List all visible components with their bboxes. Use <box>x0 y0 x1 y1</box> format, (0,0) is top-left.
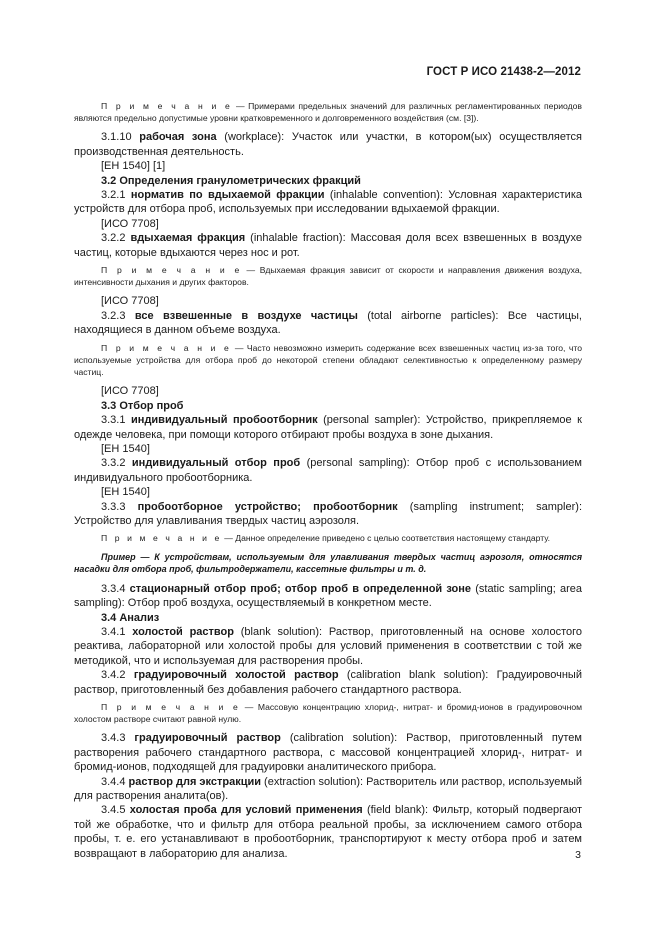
document-body <box>74 96 582 861</box>
source-reference: [ИСО 7708] <box>101 385 159 398</box>
note-text: — Часто невозможно измерить содержание всех взвешенных частиц из-за того, что используемые устройства для отбора проб до некоторой степени обладают селективностью к определенному размеру частиц. <box>74 342 582 378</box>
term-name: рабочая зона <box>139 131 217 144</box>
term-text: (blank solution): Раствор, приготовленный на основе холостого реактива, лабораторной или холостой пробы для условий применения в соответствии с той же методикой, что и используемая для растворения пробы. <box>74 625 582 667</box>
note-paragraph <box>74 342 582 379</box>
term-definition <box>74 668 582 697</box>
term-number: 3.2.1 <box>101 189 126 202</box>
term-text: (extraction solution): Растворитель или раствор, используемый для растворения аналита(ов). <box>74 775 583 803</box>
note-label: П р и м е ч а н и е <box>101 533 222 544</box>
term-name: стационарный отбор проб; отбор проб в определенной зоне <box>129 582 472 595</box>
term-number: 3.4.3 <box>101 732 126 745</box>
term-name: градуировочный холостой раствор <box>133 669 339 682</box>
source-reference: [ИСО 7708] <box>101 295 159 308</box>
term-number: 3.2.3 <box>101 309 126 322</box>
term-definition <box>74 731 582 774</box>
term-definition <box>74 309 582 338</box>
term-text: (personal sampler): Устройство, прикрепляемое к одежде человека, при помощи которого отбирают пробы воздуха в зоне дыхания. <box>74 414 582 441</box>
term-definition <box>74 775 582 804</box>
page-number: 3 <box>575 849 581 861</box>
term-number: 3.1.10 <box>101 131 132 144</box>
source-reference: [ЕН 1540] [1] <box>101 160 166 173</box>
note-text: — Данное определение приведено с целью соответствия настоящему стандарту. <box>221 533 551 544</box>
note-label: П р и м е ч а н и е <box>101 342 232 353</box>
note-paragraph <box>74 100 582 124</box>
term-number: 3.4.5 <box>101 804 126 817</box>
term-number: 3.3.4 <box>101 582 126 595</box>
section-heading: 3.3 Отбор проб <box>101 399 184 412</box>
note-text: — Вдыхаемая фракция зависит от скорости и направления движения воздуха, интенсивности дыхания и других факторов. <box>74 265 582 288</box>
term-number: 3.3.1 <box>101 414 126 427</box>
section-heading: 3.2 Определения гранулометрических фракций <box>101 174 361 187</box>
note-text: — Примерами предельных значений для различных регламентированных периодов являются предельно допустимые уровни кратковременного и долговременного воздействия (см. [3]). <box>74 101 582 124</box>
term-definition <box>74 130 582 159</box>
term-number: 3.4.1 <box>101 625 126 638</box>
term-text: (sampling instrument; sampler): Устройство для улавливания твердых частиц аэрозоля. <box>74 500 582 527</box>
term-name: холостой раствор <box>132 625 234 638</box>
note-paragraph <box>74 532 582 544</box>
term-name: раствор для экстракции <box>128 775 261 788</box>
term-name: пробоотборное устройство; пробоотборник <box>137 500 398 513</box>
page-header: ГОСТ Р ИСО 21438-2—2012 <box>426 66 581 78</box>
note-label: П р и м е ч а н и е <box>101 265 242 276</box>
term-definition <box>74 500 582 529</box>
term-text: (inhalable fraction): Массовая доля всех взвешенных в воздухе частиц, которые вдыхаются через нос и рот. <box>74 232 582 259</box>
term-definition <box>74 625 582 668</box>
term-definition <box>74 582 582 611</box>
term-text: (inhalable convention): Условная характеристика устройств для отбора проб, используемых при исследовании вдыхаемой фракции. <box>74 189 582 216</box>
term-number: 3.4.4 <box>101 775 126 788</box>
term-name: все взвешенные в воздухе частицы <box>134 309 358 322</box>
term-name: норматив по вдыхаемой фракции <box>130 189 325 202</box>
term-number: 3.3.2 <box>101 457 126 470</box>
term-text: (field blank): Фильтр, который подвергают той же обработке, что и фильтр для отбора реальной пробы, за исключением самого отбора пробы, т. е. его устанавливают в пробоотборник, транспортируют к месту отбора проб и затем возвращают в лабораторию для анализа. <box>74 804 582 860</box>
term-text: (personal sampling): Отбор проб с использованием индивидуального пробоотборника. <box>74 457 582 484</box>
term-number: 3.3.3 <box>101 500 126 513</box>
term-name: холостая проба для условий применения <box>129 804 363 817</box>
source-reference: [ЕН 1540] <box>101 486 150 499</box>
section-heading: 3.4 Анализ <box>101 611 160 624</box>
note-paragraph <box>74 264 582 288</box>
note-label: П р и м е ч а н и е <box>101 702 241 712</box>
term-text: (calibration solution): Раствор, приготовленный путем растворения рабочего стандартного раствора, с массовой концентрацией хлорид-, нитрат- и бромид-ионов, подходящей для градуировки аналитического прибора. <box>74 732 582 774</box>
term-definition <box>74 231 582 260</box>
term-definition <box>74 188 582 217</box>
term-definition <box>74 456 582 485</box>
term-number: 3.4.2 <box>101 669 126 682</box>
term-text: (static sampling; area sampling): Отбор проб воздуха, осуществляемый в конкретном месте. <box>74 582 582 610</box>
term-number: 3.2.2 <box>101 232 126 245</box>
note-text: — Массовую концентрацию хлорид-, нитрат- и бромид-ионов в градуировочном холостом растворе считают равной нулю. <box>74 702 583 725</box>
example-paragraph: Пример — К устройствам, используемым для улавливания твердых частиц аэрозоля, относятся насадки для отбора проб, фильтродержатели, кассетные фильтры и т. д. <box>74 551 582 575</box>
note-paragraph <box>74 701 582 725</box>
term-name: градуировочный раствор <box>134 732 281 745</box>
note-label: П р и м е ч а н и е <box>101 101 233 111</box>
term-text: (total airborne particles): Все частицы, находящиеся в данном объеме воздуха. <box>74 309 582 337</box>
term-name: индивидуальный отбор проб <box>131 457 301 470</box>
source-reference: [ЕН 1540] <box>101 442 150 455</box>
term-definition <box>74 413 582 442</box>
term-name: индивидуальный пробоотборник <box>131 414 318 427</box>
source-reference: [ИСО 7708] <box>101 217 159 230</box>
term-text: (calibration blank solution): Градуировочный раствор, приготовленный без добавления рабочего стандартного раствора. <box>74 669 582 696</box>
term-name: вдыхаемая фракция <box>130 232 246 245</box>
term-definition <box>74 803 582 861</box>
term-text: (workplace): Участок или участки, в котором(ых) осуществляется производственная деятельность. <box>74 131 582 158</box>
